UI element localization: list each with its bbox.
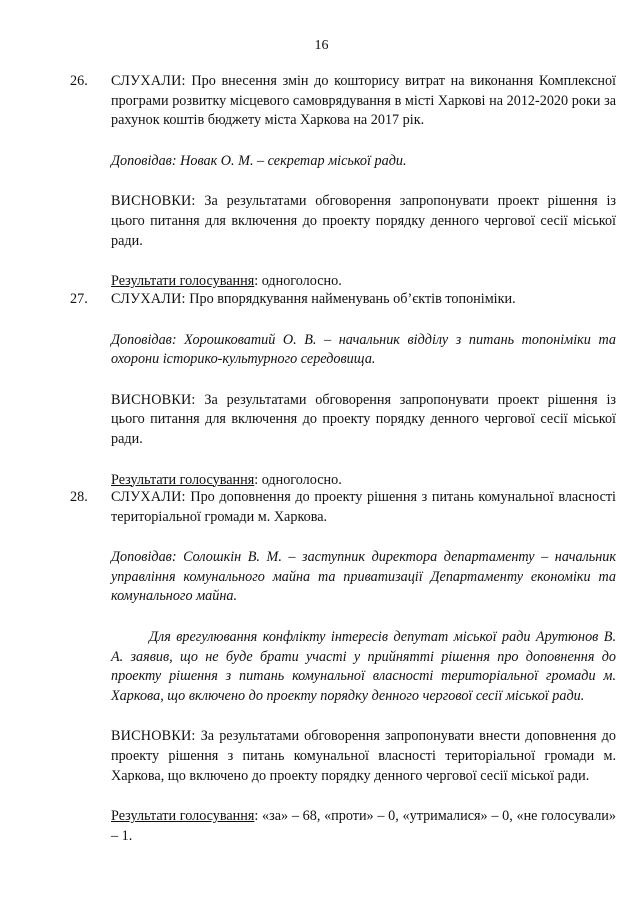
heard-text: Про внесення змін до кошторису витрат на виконання Комплексної програми розвитку місцевого самоврядування в місті Харкові на 2012-2020 роки за рахунок коштів бюджету міста Харкова на 2017 рік. <box>111 73 616 129</box>
agenda-item-28 <box>70 488 616 846</box>
conflict-of-interest-note: Для врегулювання конфлікту інтересів депутат міської ради Арутюнов В. А. заявив, що не буде брати участі у прийнятті рішення про доповнення до проекту рішення з питань комунальної власності територіальної громади м. Харкова, що включено до проекту порядку денного чергової сесії міської ради. <box>111 628 616 704</box>
heard-text: Про доповнення до проекту рішення з питань комунальної власності територіальної громади м. Харкова. <box>111 489 617 525</box>
conclusions-paragraph <box>111 192 616 251</box>
heard-label: СЛУХАЛИ: <box>111 489 186 505</box>
heard-paragraph <box>111 488 616 527</box>
conclusions-paragraph <box>111 391 616 450</box>
agenda-item-27 <box>70 290 616 490</box>
item-number: 28. <box>70 489 88 505</box>
vote-text: : «за» – 68, «проти» – 0, «утрималися» – 0, «не голосували» – 1. <box>111 808 616 844</box>
conclusions-text: За результатами обговорення запропонувати внести доповнення до проекту рішення з питань комунальної власності територіальної громади м. Харкова, що включено до проекту порядку денного чергової сесії міської ради. <box>111 728 616 784</box>
vote-result <box>111 807 616 846</box>
heard-text: Про впорядкування найменувань об’єктів топоніміки. <box>189 291 516 307</box>
vote-label: Результати голосування <box>111 808 255 825</box>
conclusions-label: ВИСНОВКИ: <box>111 391 196 408</box>
agenda-item-26 <box>70 72 616 292</box>
vote-label: Результати голосування <box>111 273 255 290</box>
page-number: 16 <box>314 38 329 53</box>
conclusions-label: ВИСНОВКИ: <box>111 193 196 210</box>
item-number: 26. <box>70 73 88 89</box>
reporter-line: Доповідав: Солошкін В. М. – заступник директора департаменту – начальник управління комунального майна та приватизації Департаменту економіки та комунального майна. <box>111 549 616 605</box>
heard-label: СЛУХАЛИ: <box>111 291 186 307</box>
heard-paragraph <box>111 72 616 131</box>
item-number: 27. <box>70 291 88 307</box>
heard-label: СЛУХАЛИ: <box>111 73 186 89</box>
conclusions-text: За результатами обговорення запропонувати проект рішення із цього питання для включення до проекту порядку денного чергової сесії міської ради. <box>111 391 616 447</box>
conclusions-paragraph <box>111 727 616 786</box>
vote-text: : одноголосно. <box>254 471 342 488</box>
vote-result <box>111 272 616 292</box>
reporter-line: Доповідав: Хорошковатий О. В. – начальник відділу з питань топоніміки та охорони історико-культурного середовища. <box>111 331 616 368</box>
vote-text: : одноголосно. <box>254 273 342 290</box>
reporter-line: Доповідав: Новак О. М. – секретар міської ради. <box>111 152 407 169</box>
heard-paragraph <box>111 290 616 310</box>
conclusions-text: За результатами обговорення запропонувати проект рішення із цього питання для включення до проекту порядку денного чергової сесії міської ради. <box>111 193 616 249</box>
vote-label: Результати голосування <box>111 471 255 488</box>
conclusions-label: ВИСНОВКИ: <box>111 728 196 745</box>
